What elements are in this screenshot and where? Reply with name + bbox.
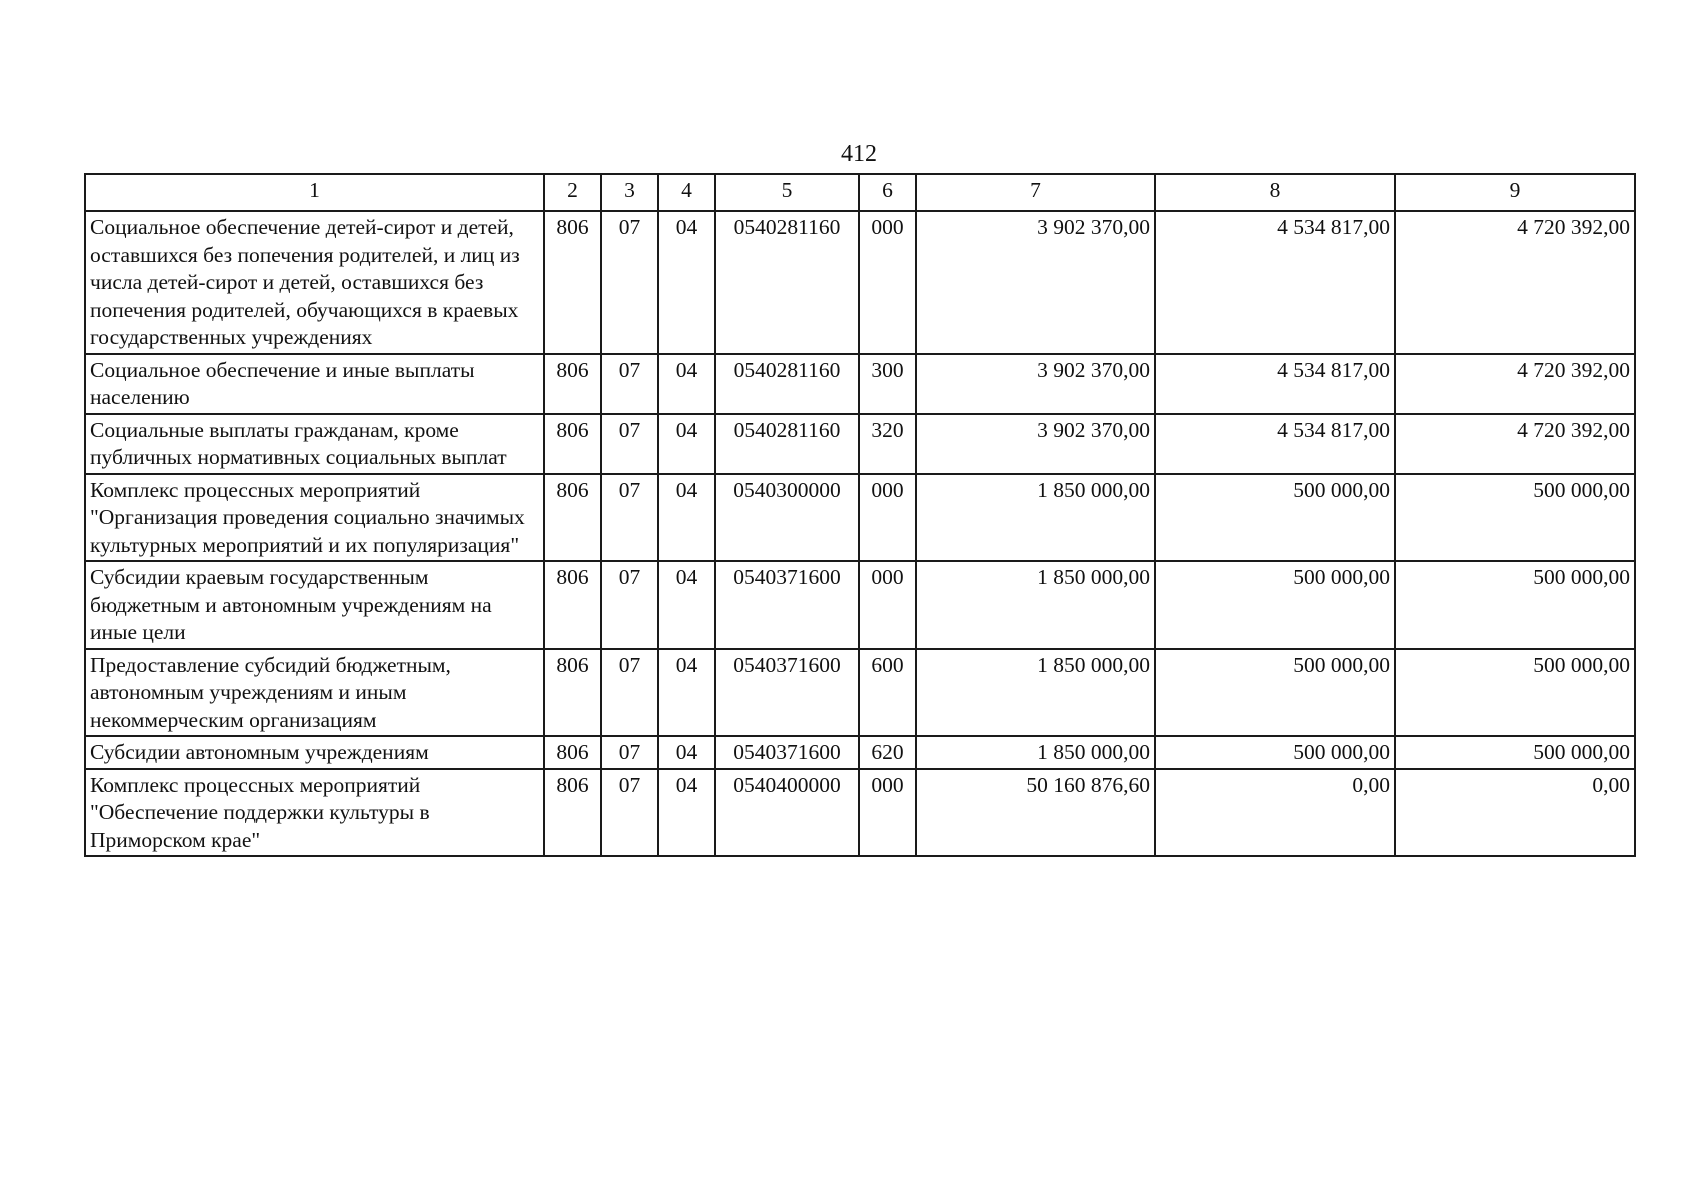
row-name-cell: Социальные выплаты гражданам, кроме публичных нормативных социальных выплат xyxy=(85,414,544,474)
subsection-code-cell: 04 xyxy=(658,649,715,737)
ministry-code-cell: 806 xyxy=(544,474,601,562)
row-name-cell: Предоставление субсидий бюджетным, автономным учреждениям и иным некоммерческим организациям xyxy=(85,649,544,737)
amount-col7-cell: 1 850 000,00 xyxy=(916,561,1155,649)
subsection-code-cell: 04 xyxy=(658,414,715,474)
table-row xyxy=(85,736,1635,769)
subsection-code-cell: 04 xyxy=(658,769,715,857)
ministry-code-cell: 806 xyxy=(544,649,601,737)
amount-col8-cell: 4 534 817,00 xyxy=(1155,211,1395,354)
amount-col8-cell: 0,00 xyxy=(1155,769,1395,857)
target-article-cell: 0540371600 xyxy=(715,649,859,737)
amount-col8-cell: 500 000,00 xyxy=(1155,736,1395,769)
expense-type-cell: 000 xyxy=(859,769,916,857)
amount-col7-cell: 1 850 000,00 xyxy=(916,736,1155,769)
ministry-code-cell: 806 xyxy=(544,414,601,474)
row-name-cell: Социальное обеспечение детей-сирот и детей, оставшихся без попечения родителей, и лиц из числа детей-сирот и детей, оставшихся без попечения родителей, обучающихся в краевых государственных учреждениях xyxy=(85,211,544,354)
row-name-cell: Социальное обеспечение и иные выплаты населению xyxy=(85,354,544,414)
table-row xyxy=(85,769,1635,857)
expense-type-cell: 320 xyxy=(859,414,916,474)
table-row xyxy=(85,211,1635,354)
expense-type-cell: 000 xyxy=(859,561,916,649)
ministry-code-cell: 806 xyxy=(544,736,601,769)
section-code-cell: 07 xyxy=(601,354,658,414)
amount-col8-cell: 4 534 817,00 xyxy=(1155,354,1395,414)
amount-col9-cell: 0,00 xyxy=(1395,769,1635,857)
expense-type-cell: 000 xyxy=(859,211,916,354)
section-code-cell: 07 xyxy=(601,736,658,769)
ministry-code-cell: 806 xyxy=(544,211,601,354)
target-article-cell: 0540371600 xyxy=(715,561,859,649)
subsection-code-cell: 04 xyxy=(658,474,715,562)
section-code-cell: 07 xyxy=(601,649,658,737)
target-article-cell: 0540281160 xyxy=(715,414,859,474)
table-row xyxy=(85,474,1635,562)
expense-type-cell: 620 xyxy=(859,736,916,769)
amount-col7-cell: 50 160 876,60 xyxy=(916,769,1155,857)
section-code-cell: 07 xyxy=(601,561,658,649)
expense-type-cell: 000 xyxy=(859,474,916,562)
column-header: 8 xyxy=(1155,174,1395,211)
column-header: 3 xyxy=(601,174,658,211)
amount-col9-cell: 500 000,00 xyxy=(1395,561,1635,649)
subsection-code-cell: 04 xyxy=(658,736,715,769)
table-row xyxy=(85,561,1635,649)
amount-col7-cell: 3 902 370,00 xyxy=(916,354,1155,414)
target-article-cell: 0540300000 xyxy=(715,474,859,562)
amount-col9-cell: 500 000,00 xyxy=(1395,474,1635,562)
ministry-code-cell: 806 xyxy=(544,769,601,857)
amount-col9-cell: 500 000,00 xyxy=(1395,649,1635,737)
amount-col8-cell: 500 000,00 xyxy=(1155,649,1395,737)
amount-col7-cell: 3 902 370,00 xyxy=(916,414,1155,474)
subsection-code-cell: 04 xyxy=(658,354,715,414)
ministry-code-cell: 806 xyxy=(544,561,601,649)
amount-col8-cell: 4 534 817,00 xyxy=(1155,414,1395,474)
amount-col9-cell: 4 720 392,00 xyxy=(1395,354,1635,414)
ministry-code-cell: 806 xyxy=(544,354,601,414)
column-header: 5 xyxy=(715,174,859,211)
budget-table xyxy=(84,173,1636,857)
amount-col7-cell: 1 850 000,00 xyxy=(916,649,1155,737)
section-code-cell: 07 xyxy=(601,769,658,857)
section-code-cell: 07 xyxy=(601,211,658,354)
table-row xyxy=(85,354,1635,414)
header-row xyxy=(85,174,1635,211)
row-name-cell: Субсидии автономным учреждениям xyxy=(85,736,544,769)
target-article-cell: 0540281160 xyxy=(715,354,859,414)
column-header: 7 xyxy=(916,174,1155,211)
column-header: 9 xyxy=(1395,174,1635,211)
column-header: 6 xyxy=(859,174,916,211)
amount-col9-cell: 4 720 392,00 xyxy=(1395,414,1635,474)
expense-type-cell: 600 xyxy=(859,649,916,737)
section-code-cell: 07 xyxy=(601,474,658,562)
target-article-cell: 0540400000 xyxy=(715,769,859,857)
amount-col9-cell: 4 720 392,00 xyxy=(1395,211,1635,354)
amount-col9-cell: 500 000,00 xyxy=(1395,736,1635,769)
amount-col7-cell: 1 850 000,00 xyxy=(916,474,1155,562)
column-header: 1 xyxy=(85,174,544,211)
table-row xyxy=(85,414,1635,474)
page-number: 412 xyxy=(841,141,877,167)
row-name-cell: Субсидии краевым государственным бюджетным и автономным учреждениям на иные цели xyxy=(85,561,544,649)
target-article-cell: 0540281160 xyxy=(715,211,859,354)
subsection-code-cell: 04 xyxy=(658,561,715,649)
section-code-cell: 07 xyxy=(601,414,658,474)
column-header: 4 xyxy=(658,174,715,211)
expense-type-cell: 300 xyxy=(859,354,916,414)
row-name-cell: Комплекс процессных мероприятий "Организация проведения социально значимых культурных мероприятий и их популяризация" xyxy=(85,474,544,562)
column-header: 2 xyxy=(544,174,601,211)
subsection-code-cell: 04 xyxy=(658,211,715,354)
table-row xyxy=(85,649,1635,737)
amount-col8-cell: 500 000,00 xyxy=(1155,474,1395,562)
target-article-cell: 0540371600 xyxy=(715,736,859,769)
row-name-cell: Комплекс процессных мероприятий "Обеспечение поддержки культуры в Приморском крае" xyxy=(85,769,544,857)
amount-col7-cell: 3 902 370,00 xyxy=(916,211,1155,354)
amount-col8-cell: 500 000,00 xyxy=(1155,561,1395,649)
